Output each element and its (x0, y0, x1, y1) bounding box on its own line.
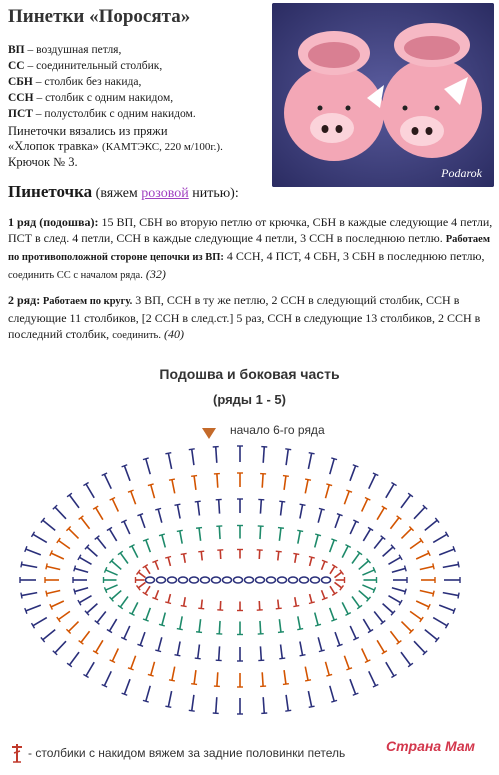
stitch-symbol (362, 649, 371, 663)
stitch-symbol (258, 526, 264, 539)
stitch-symbol (177, 616, 183, 629)
stitch-symbol (85, 604, 97, 616)
stitch-symbol (217, 550, 223, 559)
stitch-symbol (330, 458, 337, 474)
chain-stitch (223, 577, 232, 583)
stitch-symbol (79, 516, 90, 529)
stitch-symbol (195, 501, 201, 515)
stitch-symbol (122, 465, 130, 481)
chain-stitch (278, 577, 287, 583)
stitch-symbol (110, 649, 119, 663)
stitch-symbol (104, 567, 117, 575)
stitch-symbol (330, 686, 337, 702)
stitch-symbol (383, 604, 395, 616)
stitch-symbol (66, 622, 78, 634)
stitch-symbol (175, 641, 181, 655)
stitch-symbol (401, 526, 413, 538)
yarn-info: Пинеточки вязались из пряжи «Хлопок травка» (КАМТЭКС, 220 м/100г.). Крючок № 3. (8, 124, 223, 169)
stitch-symbol (217, 601, 223, 610)
stitch-symbol (25, 546, 41, 555)
stitch-symbol (444, 577, 460, 583)
stitch-symbol (276, 551, 282, 560)
stitch-symbol (83, 482, 94, 497)
start-marker-icon (202, 428, 216, 440)
stitch-symbol (237, 647, 243, 661)
stitch-symbol (137, 570, 146, 578)
stitch-symbol (350, 465, 358, 481)
chain-stitch (201, 577, 210, 583)
stitch-symbol (342, 602, 351, 615)
stitch-symbol (283, 476, 289, 490)
stitch-symbol (401, 493, 413, 508)
stitch-symbol (362, 585, 375, 593)
stitch-symbol (78, 596, 92, 606)
chain-stitch (190, 577, 199, 583)
stitch-symbol (175, 504, 181, 518)
abbreviation-legend (8, 42, 268, 122)
stitch-symbol (46, 563, 60, 569)
stitch-symbol (196, 528, 202, 541)
stitch-symbol (410, 611, 423, 622)
stitch-symbol (95, 536, 106, 549)
stitch-symbol (305, 667, 311, 681)
stitch-symbol (369, 671, 379, 687)
chain-stitch (157, 577, 166, 583)
footnote: - столбики с накидом вяжем за задние половинки петель (28, 746, 346, 760)
stitch-symbol (128, 490, 136, 504)
stitch-symbol (159, 534, 165, 547)
stitch-symbol (148, 484, 155, 498)
stitch-symbol (401, 622, 413, 634)
stitch-symbol (57, 538, 70, 549)
stitch-symbol (318, 637, 325, 651)
stitch-symbol (377, 506, 387, 520)
stitch-symbol (78, 555, 92, 565)
stitch-symbol (300, 641, 306, 655)
stitch-symbol (198, 600, 204, 609)
stitch-symbol (420, 563, 434, 569)
stitch-symbol (137, 632, 145, 646)
stitch-symbol (121, 520, 130, 534)
stitch-symbol (325, 662, 332, 676)
stitch-symbol (322, 560, 328, 569)
stitch-symbol (118, 551, 128, 563)
stitch-symbol (237, 622, 243, 635)
stitch-symbol (66, 526, 78, 538)
stitch-symbol (102, 671, 112, 687)
stitch-symbol (439, 605, 455, 614)
stitch-symbol (121, 626, 130, 640)
stitch-symbol (258, 499, 264, 513)
stitch-symbol (213, 697, 219, 713)
stitch-symbol (216, 526, 222, 539)
stitch-symbol (128, 656, 136, 670)
stitch-symbol (143, 539, 150, 552)
right-bootie (382, 23, 482, 158)
chain-stitch (300, 577, 309, 583)
chain-stitch (289, 577, 298, 583)
stitch-symbol (189, 449, 195, 465)
stitch-symbol (414, 505, 427, 519)
stitch-symbol (118, 597, 128, 609)
stitch-symbol (285, 449, 291, 465)
stitch-symbol (350, 626, 359, 640)
stitch-symbol (237, 602, 243, 611)
stitch-symbol (152, 560, 158, 569)
row1-instructions: 1 ряд (подошва): 15 ВП, СБН во вторую петлю от крючка, СБН в каждые следующие 4 петли, ПСТ в след. 4 петли, ССН в каждые следующие 4 петли, 3 ССН в последнюю петлю. Работаем по противоположной стороне цепочки из ВП: 4 ССН, 4 ПСТ, 4 СБН, 3 СБН в последнюю петлю, соединить СС с началом ряда. (32) (8, 215, 493, 281)
stitch-symbol (390, 631, 401, 644)
stitch-symbol (74, 588, 88, 595)
stitch-symbol (85, 545, 97, 557)
stitch-symbol (237, 550, 243, 559)
stitch-symbol (107, 619, 117, 633)
stitch-symbol (390, 516, 401, 529)
stitch-symbol (181, 597, 187, 606)
stitch-symbol (393, 577, 407, 583)
stitch-symbol (137, 514, 145, 528)
stitch-symbol (143, 586, 150, 595)
stitch-symbol (191, 476, 197, 490)
stitch-symbol (260, 474, 266, 488)
stitch-symbol (165, 453, 171, 469)
legend-item: ВП – воздушная петля, (8, 44, 122, 56)
stitch-symbol (21, 593, 37, 599)
diagram-heading: Подошва и боковая часть (159, 366, 340, 382)
stitch-symbol (322, 590, 328, 599)
stitch-symbol (20, 577, 36, 583)
stitch-symbol (416, 601, 430, 610)
stitch-symbol (330, 608, 337, 621)
stitch-symbol (258, 646, 264, 660)
stitch-symbol (318, 508, 325, 522)
crochet-chart (0, 440, 499, 740)
stitch-symbol (237, 499, 243, 513)
page-title: Пинетки «Поросята» (8, 6, 191, 27)
stitch-symbol (388, 555, 402, 565)
legend-item: ПСТ – полустолбик с одним накидом. (8, 108, 196, 120)
booties-photo (272, 3, 494, 187)
stitch-symbol (148, 662, 155, 676)
stitch-symbol (364, 577, 377, 583)
stitch-symbol (169, 479, 175, 493)
stitch-symbol (335, 632, 343, 646)
stitch-symbol (165, 557, 171, 566)
stitch-symbol (410, 538, 423, 549)
stitch-symbol (276, 600, 282, 609)
stitch-symbol (152, 590, 158, 599)
stitch-symbol (369, 473, 379, 489)
chain-stitch (322, 577, 331, 583)
stitch-symbol (308, 691, 314, 707)
stitch-symbol (374, 536, 385, 549)
stitch-symbol (439, 546, 455, 555)
chain-stitch (179, 577, 188, 583)
stitch-symbol (425, 518, 439, 530)
stitch-symbol (129, 545, 138, 558)
stitch-symbol (50, 550, 64, 559)
stitch-symbol (260, 672, 266, 686)
stitch-symbol (278, 528, 284, 541)
stitch-symbol (216, 646, 222, 660)
chain-stitch (146, 577, 155, 583)
stitch-symbol (362, 498, 371, 512)
stitch-symbol (67, 652, 79, 667)
stitch-symbol (279, 645, 285, 659)
legend-item: ССН – столбик с одним накидом, (8, 92, 174, 104)
stitch-symbol (335, 582, 344, 590)
stitch-symbol (104, 577, 117, 583)
stitch-symbol (293, 597, 299, 606)
stitch-symbol (315, 613, 321, 626)
stitch-symbol (107, 527, 117, 541)
stitch-symbol (122, 679, 130, 695)
stitch-symbol (159, 613, 165, 626)
stitch-symbol (214, 474, 220, 488)
stitch-symbol (285, 695, 291, 711)
stitch-symbol (433, 532, 448, 543)
stitch-symbol (336, 577, 345, 583)
stitch-symbol (383, 545, 395, 557)
stitch-symbol (374, 612, 385, 625)
stitch-symbol (344, 656, 352, 670)
stitch-symbol (344, 490, 352, 504)
stitch-symbol (50, 601, 64, 610)
stitch-symbol (363, 619, 373, 633)
stitch-symbol (165, 691, 171, 707)
legend-item: СБН – столбик без накида, (8, 76, 142, 88)
stitch-symbol (425, 630, 439, 642)
stitch-symbol (421, 577, 435, 583)
stitch-symbol (155, 637, 162, 651)
stitch-symbol (309, 557, 315, 566)
row2-instructions: 2 ряд: Работаем по кругу. 3 ВП, ССН в ту же петлю, 2 ССН в следующий столбик, ССН в следующие 11 столбиков, [2 ССН в след.ст.] 5 раз, ССН в следующие 13 столбиков, 2 ССН в последний столбик, соединить. (40) (8, 293, 481, 341)
stitch-symbol (143, 458, 150, 474)
stitch-symbol (330, 539, 337, 552)
stitch-symbol (41, 630, 55, 642)
stitch-symbol (143, 686, 150, 702)
start-label: начало 6-го ряда (230, 423, 325, 437)
stitch-symbol (237, 698, 243, 714)
stitch-symbol (416, 550, 430, 559)
stitch-symbol (165, 594, 171, 603)
stitch-symbol (363, 527, 373, 541)
chain-stitch (256, 577, 265, 583)
stitch-symbol (350, 679, 358, 695)
stitch-symbol (278, 619, 284, 632)
stitch-symbol (79, 631, 90, 644)
stitch-symbol (305, 479, 311, 493)
stitch-symbol (137, 582, 146, 590)
stitch-symbol (443, 561, 459, 567)
stitch-symbol (110, 498, 119, 512)
stitch-symbol (414, 641, 427, 655)
stitch-symbol (283, 670, 289, 684)
stitch-symbol (198, 551, 204, 560)
stitch-symbol (359, 591, 371, 602)
stitch-symbol (261, 697, 267, 713)
stitch-symbol (73, 577, 87, 583)
stitch-symbol (350, 520, 359, 534)
chain-stitch (267, 577, 276, 583)
stitch-symbol (74, 566, 88, 573)
stitch-symbol (300, 504, 306, 518)
stitch-symbol (143, 565, 150, 574)
stitch-symbol (216, 499, 222, 513)
stitch-symbol (237, 473, 243, 487)
stitch-symbol (57, 611, 70, 622)
stitch-symbol (237, 446, 243, 462)
legend-item: СС – соединительный столбик, (8, 60, 163, 72)
diagram-rows: (ряды 1 - 5) (213, 392, 286, 407)
stitch-symbol (53, 641, 66, 655)
stitch-symbol (392, 566, 406, 573)
stitch-symbol (362, 567, 375, 575)
stitch-symbol (41, 518, 55, 530)
stitch-symbol (257, 550, 263, 559)
stitch-symbol (257, 601, 263, 610)
stitch-symbol (93, 640, 103, 654)
stitch-symbol (325, 484, 332, 498)
stitch-symbol (443, 593, 459, 599)
stitch-symbol (110, 559, 122, 570)
stitch-symbol (155, 508, 162, 522)
stitch-symbol (297, 616, 303, 629)
stitch-symbol (169, 667, 175, 681)
stitch-symbol (25, 605, 41, 614)
stitch-symbol (237, 526, 243, 539)
stitch-symbol (129, 602, 138, 615)
stitch-symbol (31, 532, 46, 543)
stitch-symbol (377, 640, 387, 654)
chain-stitch (245, 577, 254, 583)
stitch-symbol (45, 577, 59, 583)
stitch-symbol (388, 596, 402, 606)
stitch-symbol (213, 447, 219, 463)
stitch-symbol (330, 586, 337, 595)
stitch-symbol (214, 672, 220, 686)
stitch-symbol (342, 545, 351, 558)
stitch-symbol (95, 612, 106, 625)
booties-illustration (272, 3, 494, 187)
stitch-symbol (67, 493, 79, 508)
stitch-symbol (335, 514, 343, 528)
stitch-symbol (181, 553, 187, 562)
stitch-symbol (433, 618, 448, 629)
chain-stitch (311, 577, 320, 583)
stitch-symbol (143, 608, 150, 621)
stitch-symbol (195, 645, 201, 659)
stitch-symbol (309, 594, 315, 603)
stitch-symbol (279, 501, 285, 515)
stitch-symbol (352, 597, 362, 609)
stitch-symbol (177, 530, 183, 543)
stitch-symbol (297, 530, 303, 543)
stitch-symbol (261, 447, 267, 463)
stitch-symbol (237, 673, 243, 687)
stitch-symbol (46, 590, 60, 596)
stitch-symbol (136, 577, 145, 583)
stitch-symbol (189, 695, 195, 711)
stitch-symbol (293, 553, 299, 562)
stitch-symbol (83, 662, 94, 677)
chain-stitch (212, 577, 221, 583)
left-bootie (284, 31, 384, 161)
stitch-symbol (352, 551, 362, 563)
stitch-symbol (330, 565, 337, 574)
stitch-symbol (93, 506, 103, 520)
stitch-symbol (315, 534, 321, 547)
stitch-symbol (196, 619, 202, 632)
stitch-symbol (401, 652, 413, 667)
stitch-symbol (386, 482, 397, 497)
stitch-symbol (191, 670, 197, 684)
stitch-symbol (53, 505, 66, 519)
stitch-symbol (335, 570, 344, 578)
stitch-symbol (216, 621, 222, 634)
watermark: Страна Мам (386, 738, 476, 754)
stitch-symbol (392, 588, 406, 595)
pink-link[interactable]: розовой (141, 186, 189, 201)
stitch-symbol (386, 662, 397, 677)
stitch-symbol (258, 621, 264, 634)
stitch-symbol (31, 618, 46, 629)
chain-stitch (168, 577, 177, 583)
stitch-symbol (104, 585, 117, 593)
stitch-symbol (102, 473, 112, 489)
photo-signature: Podarok (441, 166, 482, 180)
stitch-symbol (359, 559, 371, 570)
stitch-symbol-icon (10, 742, 24, 764)
stitch-symbol (308, 453, 314, 469)
stitch-symbol (110, 591, 122, 602)
stitch-symbol (21, 561, 37, 567)
stitch-symbol (420, 590, 434, 596)
chain-stitch (234, 577, 243, 583)
section-heading: Пинеточка (вяжем розовой нитью): (8, 182, 239, 201)
